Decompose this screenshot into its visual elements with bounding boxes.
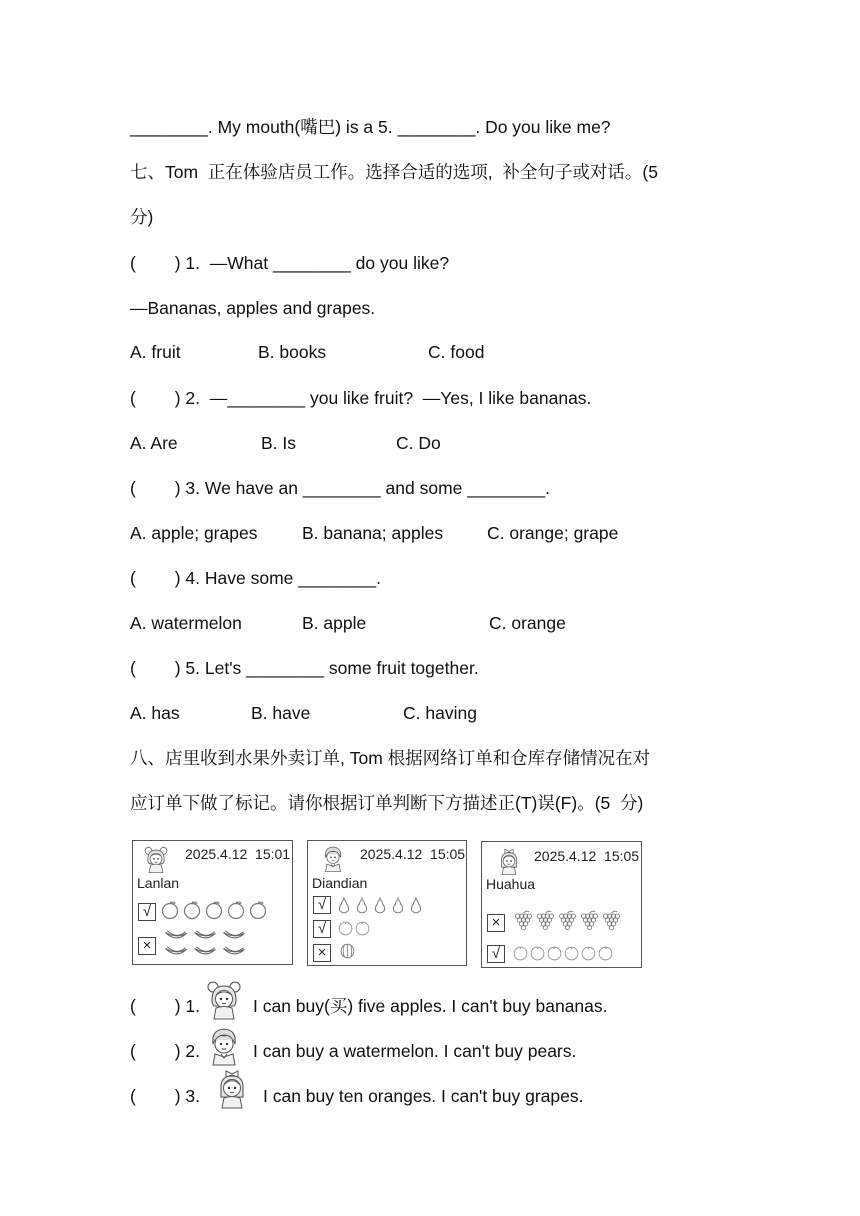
banana-icon	[192, 929, 218, 943]
q2-option-a: A. Are	[130, 433, 178, 453]
top-line: ________. My mouth(嘴巴) is a 5. ________. Do you like me?	[130, 117, 611, 137]
order-timestamp: 2025.4.12 15:05	[534, 848, 640, 864]
orange-icon	[529, 945, 546, 962]
cross-mark-icon: ×	[487, 914, 505, 932]
orange-row	[337, 920, 371, 937]
apple-icon	[160, 900, 180, 920]
statement-2-prefix: ( ) 2.	[130, 1041, 201, 1061]
banana-icon	[192, 945, 218, 959]
lanlan-avatar-icon	[205, 978, 243, 1020]
apple-icon	[182, 900, 202, 920]
question-3: ( ) 3. We have an ________ and some ________.	[130, 478, 550, 498]
statement-1-prefix: ( ) 1.	[130, 996, 201, 1016]
orange-icon	[563, 945, 580, 962]
q5-option-a: A. has	[130, 703, 180, 723]
grapes-icon	[535, 909, 556, 931]
question-2: ( ) 2. —________ you like fruit? —Yes, I like bananas.	[130, 388, 592, 408]
orange-icon	[580, 945, 597, 962]
order-card-huahua	[481, 841, 642, 968]
q3-option-a: A. apple; grapes	[130, 523, 258, 543]
banana-icon	[221, 945, 247, 959]
q4-option-a: A. watermelon	[130, 613, 242, 633]
banana-icon	[221, 929, 247, 943]
section7-heading-cont: 分)	[130, 207, 154, 227]
girl-avatar-icon	[143, 844, 169, 874]
grapes-icon	[513, 909, 534, 931]
statement-2-text: I can buy a watermelon. I can't buy pears.	[253, 1041, 577, 1061]
question-1: ( ) 1. —What ________ do you like?	[130, 253, 450, 273]
q2-option-c: C. Do	[396, 433, 441, 453]
q4-option-b: B. apple	[302, 613, 367, 633]
boy-avatar-icon	[320, 843, 346, 873]
grapes-icon	[579, 909, 600, 931]
pear-icon	[391, 896, 405, 914]
q1-option-b: B. books	[258, 342, 327, 362]
orange-icon	[337, 920, 354, 937]
question-4: ( ) 4. Have some ________.	[130, 568, 381, 588]
banana-icon	[163, 929, 189, 943]
order-timestamp: 2025.4.12 15:05	[360, 846, 466, 862]
statement-3-text: I can buy ten oranges. I can't buy grapes.	[263, 1086, 584, 1106]
question-1-answer-line: —Bananas, apples and grapes.	[130, 298, 376, 318]
q4-option-c: C. orange	[489, 613, 566, 633]
section8-heading-cont: 应订单下做了标记。请你根据订单判断下方描述正(T)误(F)。(5 分)	[130, 793, 644, 813]
pear-icon	[373, 896, 387, 914]
cross-mark-icon: ×	[313, 944, 331, 962]
orange-icon	[597, 945, 614, 962]
pear-icon	[355, 896, 369, 914]
q1-option-a: A. fruit	[130, 342, 181, 362]
check-mark-icon: √	[487, 945, 505, 963]
statement-1-text: I can buy(买) five apples. I can't buy bananas.	[253, 996, 608, 1016]
apple-icon	[226, 900, 246, 920]
order-card-diandian	[307, 840, 467, 966]
statement-3-prefix: ( ) 3.	[130, 1086, 201, 1106]
order-card-lanlan	[132, 840, 293, 965]
pear-row	[337, 896, 423, 914]
apple-icon	[248, 900, 268, 920]
orange-icon	[546, 945, 563, 962]
orange-row	[512, 945, 614, 962]
banana-icon	[163, 945, 189, 959]
q3-option-b: B. banana; apples	[302, 523, 444, 543]
cross-mark-icon: ×	[138, 937, 156, 955]
q5-option-b: B. have	[251, 703, 311, 723]
pear-icon	[337, 896, 351, 914]
grapes-icon	[601, 909, 622, 931]
section7-heading: 七、Tom 正在体验店员工作。选择合适的选项, 补全句子或对话。(5	[130, 162, 658, 182]
check-mark-icon: √	[313, 920, 331, 938]
customer-name: Huahua	[486, 876, 536, 892]
q2-option-b: B. Is	[261, 433, 297, 453]
order-timestamp: 2025.4.12 15:01	[185, 846, 291, 862]
check-mark-icon: √	[313, 896, 331, 914]
customer-name: Lanlan	[137, 875, 180, 891]
section8-heading: 八、店里收到水果外卖订单, Tom 根据网络订单和仓库存储情况在对	[130, 748, 651, 768]
q1-option-c: C. food	[428, 342, 485, 362]
grapes-icon	[557, 909, 578, 931]
watermelon-icon	[339, 942, 356, 960]
huahua-avatar-icon	[213, 1067, 251, 1109]
customer-name: Diandian	[312, 875, 368, 891]
pear-icon	[409, 896, 423, 914]
diandian-avatar-icon	[205, 1024, 243, 1066]
grapes-row	[513, 909, 622, 931]
check-mark-icon: √	[138, 903, 156, 921]
orange-icon	[354, 920, 371, 937]
q5-option-c: C. having	[403, 703, 477, 723]
orange-icon	[512, 945, 529, 962]
q3-option-c: C. orange; grape	[487, 523, 619, 543]
question-5: ( ) 5. Let's ________ some fruit together.	[130, 658, 479, 678]
apple-row	[160, 900, 268, 920]
apple-icon	[204, 900, 224, 920]
girl-avatar-icon	[496, 846, 522, 876]
